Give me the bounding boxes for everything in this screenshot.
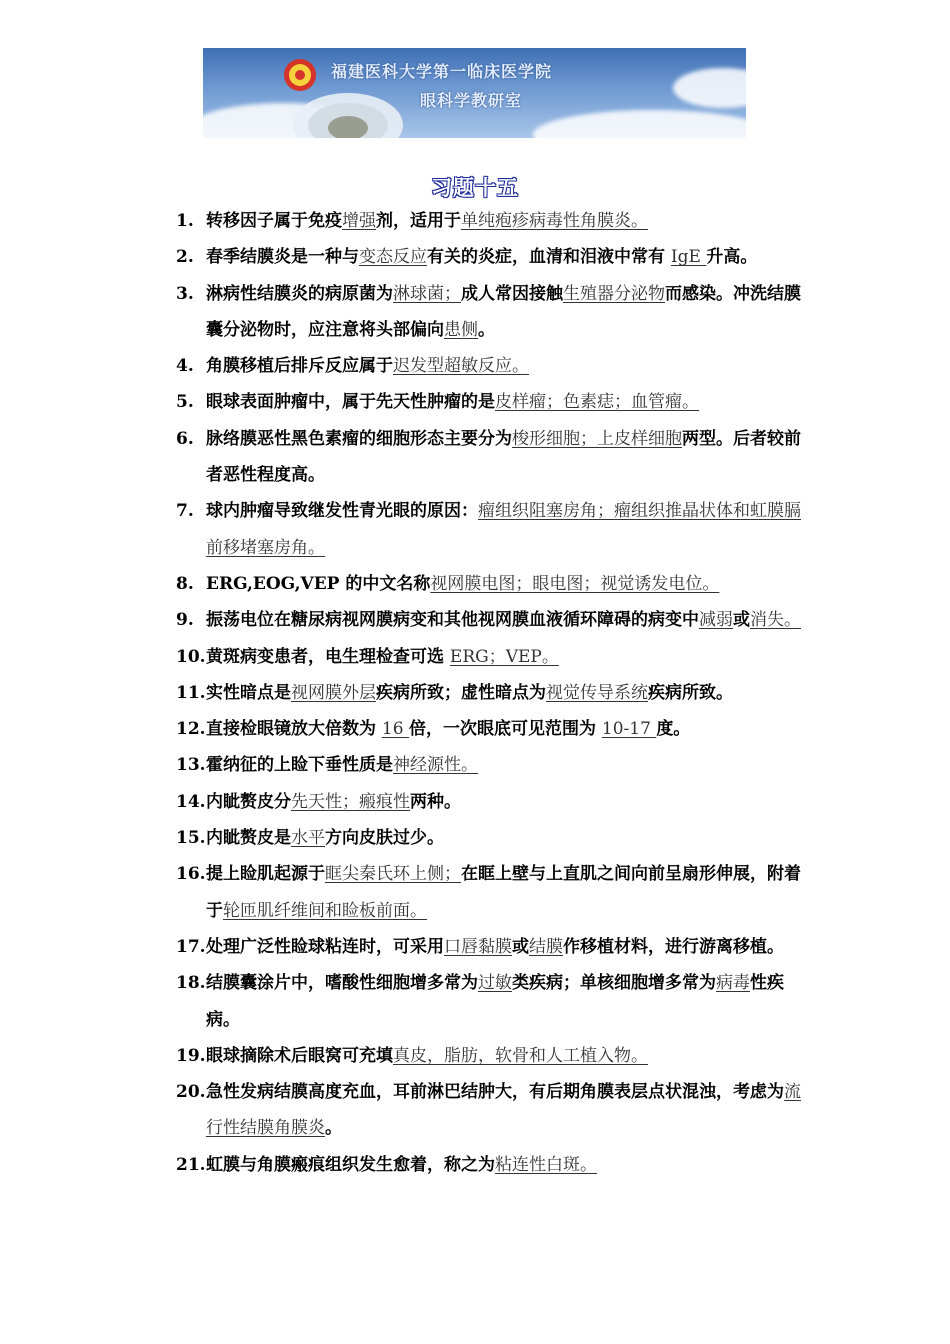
question-item (176, 820, 816, 856)
question-text: 虹膜与角膜瘢痕组织发生愈着，称之为 (206, 1154, 495, 1175)
answer-blank: ERG；VEP。 (449, 646, 559, 667)
question-text: 方向皮肤过少。 (325, 828, 444, 849)
question-item (176, 239, 816, 275)
question-text: 性疾病。 (206, 973, 784, 1030)
cloud-shape (673, 68, 746, 108)
answer-blank: 单纯疱疹病毒性角膜炎。 (461, 211, 648, 231)
banner-institution: 福建医科大学第一临床医学院 (331, 62, 553, 81)
question-text: 。 (478, 319, 495, 340)
answer-blank: 瘤组织阻塞房角；瘤组织推晶状体和虹膜膈前移堵塞房角。 (206, 501, 801, 558)
question-text: 而感染。冲洗结膜囊分泌物时，应注意将头部偏向 (206, 283, 801, 340)
question-text: 脉络膜恶性黑色素瘤的细胞形态主要分为 (206, 428, 512, 449)
question-item (176, 965, 816, 1038)
question-number: 19. (176, 1045, 206, 1066)
question-text: 春季结膜炎是一种与 (206, 247, 359, 268)
answer-blank: 先天性；瘢痕性 (291, 791, 410, 812)
question-text: 疾病所致。 (648, 682, 733, 703)
answer-blank: 病毒 (716, 973, 750, 994)
question-text: 内眦赘皮分 (206, 791, 291, 812)
university-logo-icon (283, 58, 317, 92)
question-text: 升高。 (706, 247, 758, 268)
answer-blank: 增强 (342, 211, 376, 231)
question-number: 3. (176, 283, 194, 304)
question-item (176, 421, 816, 494)
question-text: 倍，一次眼底可见范围为 (408, 719, 602, 740)
answer-blank: 结膜 (529, 936, 563, 957)
question-number: 1. (176, 211, 194, 231)
question-number: 5. (176, 392, 194, 413)
question-text: 提上睑肌起源于 (206, 864, 325, 885)
answer-blank: 口唇黏膜 (444, 936, 512, 957)
answer-blank: 粘连性白斑。 (495, 1154, 597, 1175)
answer-blank: 淋球菌； (393, 283, 461, 304)
answer-blank: 生殖器分泌物 (563, 283, 665, 304)
answer-blank: 真皮，脂肪，软骨和人工植入物。 (393, 1045, 648, 1066)
answer-blank: 水平 (291, 828, 325, 849)
question-item (176, 566, 816, 602)
answer-blank: 视网膜外层 (291, 682, 376, 703)
question-text: 两种。 (410, 791, 461, 812)
answer-blank: 患侧 (444, 319, 478, 340)
question-item (176, 348, 816, 384)
question-number: 20. (176, 1082, 206, 1103)
question-number: 2. (176, 247, 194, 268)
question-text: 疾病所致；虚性暗点为 (376, 682, 546, 703)
question-item (176, 493, 816, 566)
answer-blank: 流行性结膜角膜炎 (206, 1082, 801, 1139)
question-item (176, 1147, 816, 1183)
question-text: 或 (512, 936, 529, 957)
answer-blank: 变态反应 (359, 247, 427, 268)
question-number: 11. (176, 682, 206, 703)
question-text: 结膜囊涂片中，嗜酸性细胞增多常为 (206, 973, 478, 994)
question-item (176, 747, 816, 783)
question-number: 10. (176, 646, 206, 667)
answer-blank: 梭形细胞；上皮样细胞 (512, 428, 682, 449)
question-text: 作移植材料，进行游离移植。 (563, 936, 784, 957)
question-number: 7. (176, 501, 194, 522)
question-number: 16. (176, 864, 206, 885)
question-item (176, 203, 816, 239)
question-text: 霍纳征的上睑下垂性质是 (206, 755, 393, 776)
cloud-shape (533, 110, 746, 138)
question-text: 两型。后者较前者恶性程度高。 (206, 428, 801, 486)
question-text: 角膜移植后排斥反应属于 (206, 356, 393, 377)
question-number: 9. (176, 610, 194, 631)
question-text: 剂，适用于 (376, 211, 461, 231)
question-text: 类疾病；单核细胞增多常为 (512, 973, 716, 994)
answer-blank: 视网膜电图；眼电图；视觉诱发电位。 (430, 573, 720, 594)
answer-blank: 迟发型超敏反应。 (393, 356, 529, 377)
question-text: 。 (325, 1118, 342, 1139)
question-text: 实性暗点是 (206, 682, 291, 703)
question-text: 眼球表面肿瘤中，属于先天性肿瘤的是 (206, 392, 495, 413)
question-number: 12. (176, 719, 206, 740)
page-title: 习题十五 (431, 175, 519, 200)
question-text: 在眶上壁与上直肌之间向前呈扇形伸展，附着于 (206, 864, 801, 921)
answer-blank: 16 (381, 719, 409, 740)
question-text: 黄斑病变患者，电生理检查可选 (206, 646, 450, 667)
question-text: 处理广泛性睑球粘连时，可采用 (206, 936, 444, 957)
question-number: 15. (176, 828, 206, 849)
question-number: 21. (176, 1154, 206, 1175)
question-item (176, 711, 816, 747)
answer-blank: 减弱 (699, 610, 733, 631)
question-text: 球内肿瘤导致继发性青光眼的原因： (206, 501, 478, 522)
question-text: 有关的炎症，血清和泪液中常有 (427, 247, 671, 268)
question-text: 成人常因接触 (461, 283, 563, 304)
question-item (176, 639, 816, 675)
question-item (176, 784, 816, 820)
question-text: 度。 (656, 719, 691, 740)
answer-blank: 轮匝肌纤维间和睑板前面。 (223, 900, 427, 921)
answer-blank: 眶尖秦氏环上侧； (325, 864, 461, 885)
header-banner (203, 48, 746, 138)
question-item (176, 1074, 816, 1147)
question-number: 18. (176, 973, 206, 994)
question-number: 6. (176, 428, 194, 449)
question-text: 眼球摘除术后眼窝可充填 (206, 1045, 393, 1066)
question-number: 13. (176, 755, 206, 776)
answer-blank: 过敏 (478, 973, 512, 994)
answer-blank: 神经源性。 (393, 755, 478, 776)
question-text: 内眦赘皮是 (206, 828, 291, 849)
answer-blank: IgE (670, 247, 707, 268)
question-item (176, 602, 816, 638)
banner-department: 眼科学教研室 (420, 91, 523, 110)
question-item (176, 276, 816, 349)
question-item (176, 1038, 816, 1074)
question-text: ERG,EOG,VEP 的中文名称 (206, 573, 431, 594)
answer-blank: 皮样瘤；色素痣；血管瘤。 (495, 392, 699, 413)
question-number: 4. (176, 356, 194, 377)
question-list (176, 203, 816, 1183)
question-item (176, 675, 816, 711)
question-number: 17. (176, 936, 206, 957)
question-text: 或 (733, 610, 750, 631)
question-text: 转移因子属于免疫 (206, 211, 342, 231)
question-text: 淋病性结膜炎的病原菌为 (206, 283, 393, 304)
question-text: 振荡电位在糖尿病视网膜病变和其他视网膜血液循环障碍的病变中 (206, 610, 699, 631)
question-number: 14. (176, 791, 206, 812)
question-item (176, 384, 816, 420)
question-item (176, 929, 816, 965)
answer-blank: 视觉传导系统 (546, 682, 648, 703)
question-text: 直接检眼镜放大倍数为 (206, 719, 382, 740)
question-text: 急性发病结膜高度充血，耳前淋巴结肿大，有后期角膜表层点状混浊，考虑为 (206, 1082, 784, 1103)
question-item (176, 856, 816, 929)
answer-blank: 消失。 (750, 610, 801, 631)
answer-blank: 10-17 (601, 719, 657, 740)
question-number: 8. (176, 573, 194, 594)
